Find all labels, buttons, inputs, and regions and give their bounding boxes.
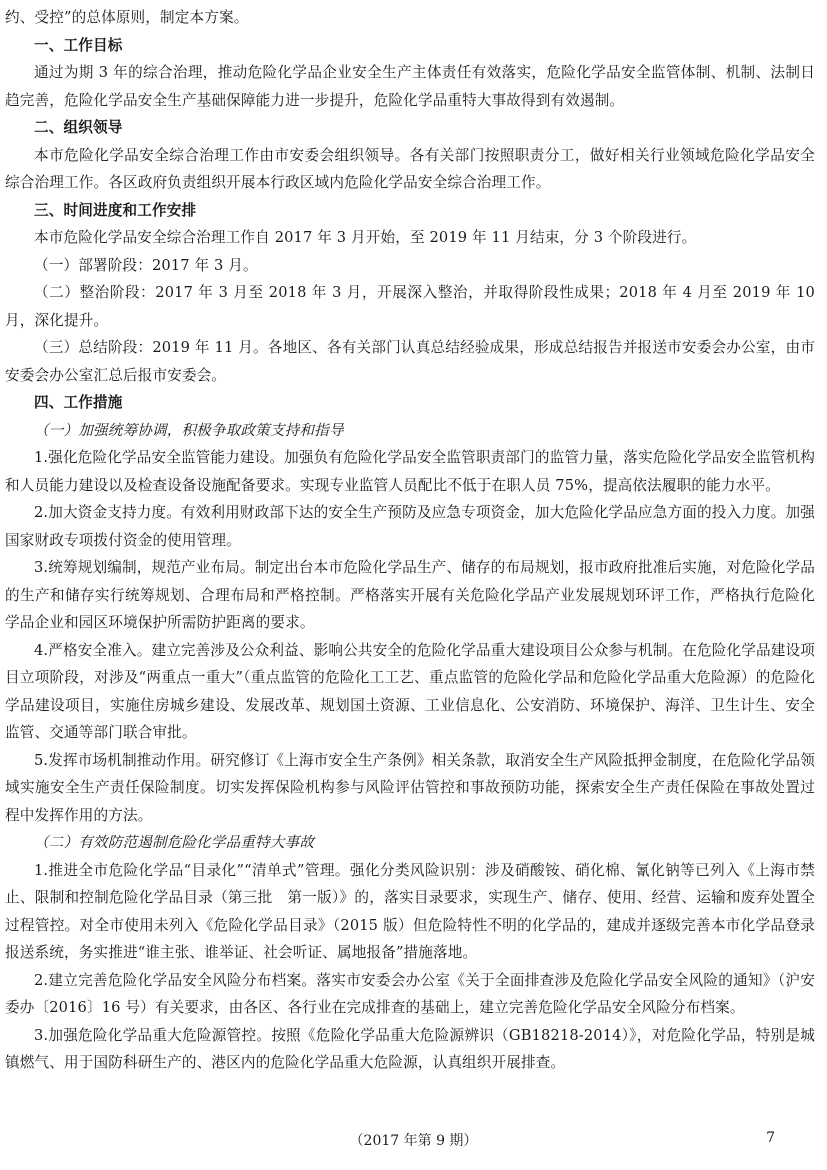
document-body: [5, 4, 815, 1077]
issue-label: （2017 年第 9 期）: [349, 1133, 478, 1149]
section-heading: 二、组织领导: [34, 119, 123, 136]
section-heading: 一、工作目标: [34, 36, 123, 54]
body-paragraph: 本市危险化学品安全综合治理工作自 2017 年 3 月开始，至 2019 年 11 月结束，分 3 个阶段进行。: [34, 229, 697, 246]
body-paragraph: 2.建立完善危险化学品安全风险分布档案。落实市安委会办公室《关于全面排查涉及危险化学品安全风险的通知》（沪安委办〔2016〕16 号）有关要求，由各区、各行业在完成排查的基础上，建立完善危险化学品安全风险分布档案。: [5, 971, 815, 1016]
body-paragraph: 1.强化危险化学品安全监管能力建设。加强负有危险化学品安全监管职责部门的监管力量，落实危险化学品安全监管机构和人员能力建设以及检查设备设施配备要求。实现专业监管人员配比不低于在职人员 75%，提高依法履职的能力水平。: [5, 449, 815, 494]
section-heading: 三、时间进度和工作安排: [34, 201, 197, 219]
section-heading: 四、工作措施: [34, 394, 123, 411]
page-number: 7: [766, 1130, 775, 1146]
body-paragraph: （二）整治阶段：2017 年 3 月至 2018 年 3 月，开展深入整治，并取得阶段性成果；2018 年 4 月至 2019 年 10 月，深化提升。: [5, 284, 815, 329]
subsection-heading: （一）加强统筹协调，积极争取政策支持和指导: [34, 421, 344, 439]
body-paragraph: 3.统筹规划编制，规范产业布局。制定出台本市危险化学品生产、储存的布局规划，报市政府批准后实施，对危险化学品的生产和储存实行统筹规划、合理布局和严格控制。严格落实开展有关危险化学品产业发展规划环评工作，严格执行危险化学品企业和园区环境保护所需防护距离的要求。: [5, 559, 815, 631]
body-paragraph: 2.加大资金支持力度。有效利用财政部下达的安全生产预防及应急专项资金，加大危险化学品应急方面的投入力度。加强国家财政专项拨付资金的使用管理。: [5, 504, 815, 549]
continued-paragraph: 约、受控”的总体原则，制定本方案。: [5, 9, 249, 26]
body-paragraph: 5.发挥市场机制推动作用。研究修订《上海市安全生产条例》相关条款，取消安全生产风险抵押金制度，在危险化学品领域实施安全生产责任保险制度。切实发挥保险机构参与风险评估管控和事故预防功能，探索安全生产责任保险在事故处置过程中发挥作用的方法。: [5, 751, 815, 824]
body-paragraph: （三）总结阶段：2019 年 11 月。各地区、各有关部门认真总结经验成果，形成总结报告并报送市安委会办公室，由市安委会办公室汇总后报市安委会。: [5, 339, 815, 384]
body-paragraph: 3.加强危险化学品重大危险源管控。按照《危险化学品重大危险源辨识（GB18218-2014）》，对危险化学品，特别是城镇燃气、用于国防科研生产的、港区内的危险化学品重大危险源，认真组织开展排查。: [5, 1026, 815, 1071]
page-footer: [0, 1130, 827, 1152]
body-paragraph: 4.严格安全准入。建立完善涉及公众利益、影响公共安全的危险化学品重大建设项目公众参与机制。在危险化学品建设项目立项阶段，对涉及“两重点一重大”（重点监管的危险化工工艺、重点监管的危险化学品和危险化学品重大危险源）的危险化学品建设项目，实施住房城乡建设、发展改革、规划国土资源、工业信息化、公安消防、环境保护、海洋、卫生计生、安全监管、交通等部门联合审批。: [5, 641, 815, 741]
body-paragraph: 1.推进全市危险化学品“目录化”“清单式”管理。强化分类风险识别：涉及硝酸铵、硝化棉、氰化钠等已列入《上海市禁止、限制和控制危险化学品目录（第三批 第一版）》的，落实目录要求，实现生产、储存、使用、经营、运输和废弃处置全过程管控。对全市使用未列入《危险化学品目录》（2015 版）但危险特性不明的化学品的，建成并逐级完善本市化学品登录报送系统，务实推进“谁主张、谁举证、社会听证、属地报备”措施落地。: [5, 861, 815, 961]
body-paragraph: （一）部署阶段：2017 年 3 月。: [34, 256, 258, 274]
body-paragraph: 本市危险化学品安全综合治理工作由市安委会组织领导。各有关部门按照职责分工，做好相关行业领域危险化学品安全综合治理工作。各区政府负责组织开展本行政区域内危险化学品安全综合治理工作。: [5, 146, 815, 191]
subsection-heading: （二）有效防范遏制危险化学品重特大事故: [34, 834, 315, 851]
body-paragraph: 通过为期 3 年的综合治理，推动危险化学品企业安全生产主体责任有效落实，危险化学品安全监管体制、机制、法制日趋完善，危险化学品安全生产基础保障能力进一步提升，危险化学品重特大事故得到有效遏制。: [5, 64, 815, 109]
